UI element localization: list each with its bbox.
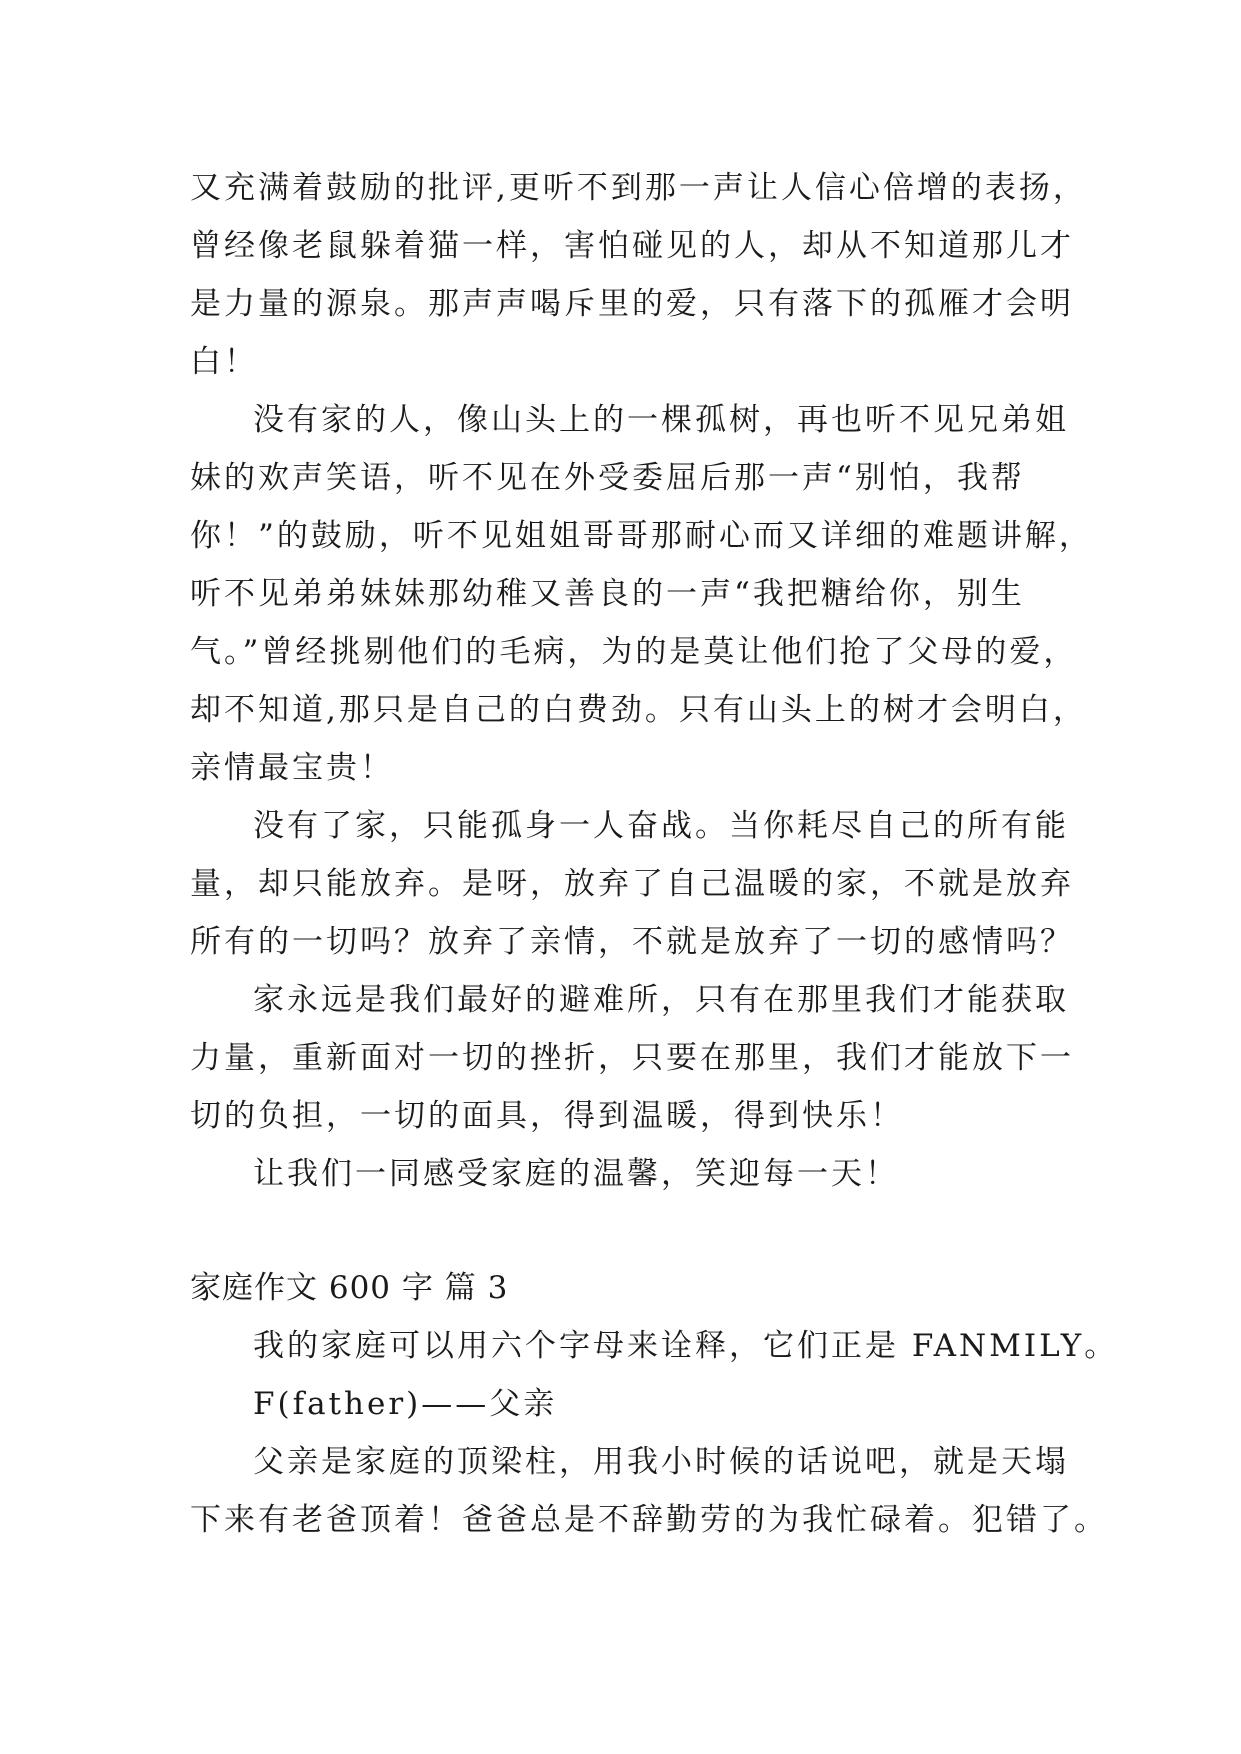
paragraph-line: F(father)——父亲 xyxy=(253,1386,558,1422)
paragraph-line: 听不见弟弟妹妹那幼稚又善良的一声“我把糖给你，别生 xyxy=(190,576,1025,612)
paragraph-line: 气。”曾经挑剔他们的毛病，为的是莫让他们抢了父母的爱， xyxy=(190,634,1078,670)
paragraph-line: 又充满着鼓励的批评,更听不到那一声让人信心倍增的表扬， xyxy=(190,170,1087,206)
paragraph-line: 亲情最宝贵！ xyxy=(190,750,394,786)
paragraph-line: 你！”的鼓励，听不见姐姐哥哥那耐心而又详细的难题讲解， xyxy=(190,518,1093,554)
paragraph-line: 让我们一同感受家庭的温馨，笑迎每一天！ xyxy=(253,1156,899,1192)
paragraph-line: 曾经像老鼠躲着猫一样，害怕碰见的人，却从不知道那儿才 xyxy=(190,228,1074,264)
paragraph-line: 切的负担，一切的面具，得到温暖，得到快乐！ xyxy=(190,1098,904,1134)
paragraph-line: 妹的欢声笑语，听不见在外受委屈后那一声“别怕，我帮 xyxy=(190,460,1025,496)
paragraph-line: 是力量的源泉。那声声喝斥里的爱，只有落下的孤雁才会明 xyxy=(190,286,1074,322)
paragraph-line: 我的家庭可以用六个字母来诠释，它们正是 FANMILY。 xyxy=(253,1328,1119,1364)
paragraph-line: 父亲是家庭的顶梁柱，用我小时候的话说吧，就是天塌 xyxy=(253,1444,1069,1480)
paragraph-line: 量，却只能放弃。是呀，放弃了自己温暖的家，不就是放弃 xyxy=(190,866,1074,902)
paragraph-line: 家永远是我们最好的避难所，只有在那里我们才能获取 xyxy=(253,982,1069,1018)
section-heading: 家庭作文 600 字 篇 3 xyxy=(190,1270,509,1306)
paragraph-line: 力量，重新面对一切的挫折，只要在那里，我们才能放下一 xyxy=(190,1040,1074,1076)
paragraph-line: 没有家的人，像山头上的一棵孤树，再也听不见兄弟姐 xyxy=(253,402,1069,438)
paragraph-line: 白！ xyxy=(190,344,258,380)
paragraph-line: 却不知道,那只是自己的白费劲。只有山头上的树才会明白， xyxy=(190,692,1087,728)
paragraph-line: 所有的一切吗？放弃了亲情，不就是放弃了一切的感情吗？ xyxy=(190,924,1074,960)
paragraph-line: 下来有老爸顶着！爸爸总是不辞勤劳的为我忙碌着。犯错了。 xyxy=(190,1502,1108,1538)
paragraph-line: 没有了家，只能孤身一人奋战。当你耗尽自己的所有能 xyxy=(253,808,1069,844)
